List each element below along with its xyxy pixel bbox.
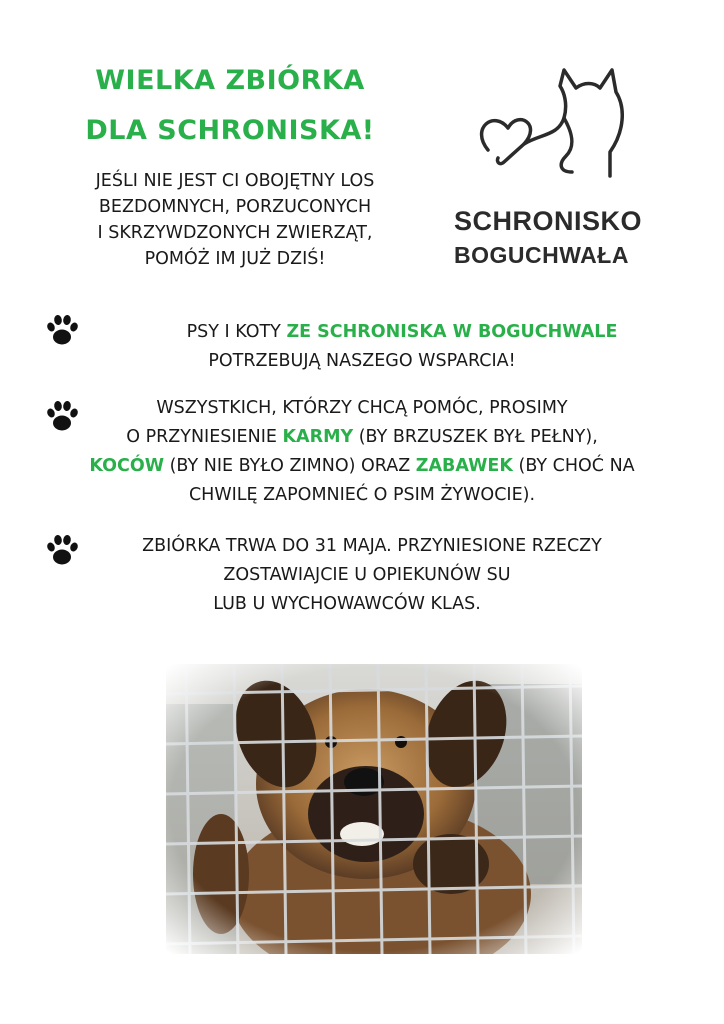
paragraph-collection-info bbox=[30, 532, 694, 619]
shelter-name-highlight: ZE SCHRONISKA W BOGUCHWALE bbox=[286, 322, 618, 342]
title-line-2: DLA SCHRONISKA! bbox=[85, 115, 375, 146]
dog-photo-illustration bbox=[166, 664, 582, 954]
paragraph-line: ZBIÓRKA TRWA DO 31 MAJA. PRZYNIESIONE RZECZY bbox=[142, 536, 602, 556]
heart-dog-outline-icon bbox=[460, 58, 640, 198]
toys-highlight: ZABAWEK bbox=[415, 456, 513, 476]
title-line-1: WIELKA ZBIÓRKA bbox=[95, 65, 365, 96]
logo-name-line-2: BOGUCHWAŁA bbox=[454, 242, 629, 268]
text-fragment: (BY NIE BYŁO ZIMNO) ORAZ bbox=[164, 456, 416, 476]
dog-behind-fence-photo bbox=[166, 664, 582, 954]
intro-line: I SKRZYWDZONYCH ZWIERZĄT, bbox=[97, 223, 373, 243]
intro-line: JEŚLI NIE JEST CI OBOJĘTNY LOS bbox=[95, 171, 375, 191]
text-fragment: O PRZYNIESIENIE bbox=[126, 427, 283, 447]
shelter-logo bbox=[440, 58, 680, 278]
paragraph-line bbox=[30, 452, 694, 481]
intro-line: POMÓŻ IM JUŻ DZIŚ! bbox=[144, 249, 326, 269]
text-fragment: (BY BRZUSZEK BYŁ PEŁNY), bbox=[353, 427, 598, 447]
paragraph-line: POTRZEBUJĄ NASZEGO WSPARCIA! bbox=[208, 351, 516, 371]
blankets-highlight: KOCÓW bbox=[89, 456, 165, 476]
intro-text bbox=[40, 168, 430, 272]
logo-name-line-1: SCHRONISKO bbox=[454, 206, 643, 236]
intro-line: BEZDOMNYCH, PORZUCONYCH bbox=[98, 197, 372, 217]
paragraph-shelter-needs bbox=[30, 318, 694, 376]
food-highlight: KARMY bbox=[282, 427, 354, 447]
text-fragment: PSY I KOTY bbox=[186, 322, 287, 342]
paragraph-line: CHWILĘ ZAPOMNIEĆ O PSIM ŻYWOCIE). bbox=[188, 485, 536, 505]
paragraph-line bbox=[30, 318, 694, 347]
paragraph-donation-request bbox=[30, 394, 694, 510]
paragraph-line bbox=[30, 423, 694, 452]
poster-title bbox=[60, 56, 400, 156]
paragraph-line: LUB U WYCHOWAWCÓW KLAS. bbox=[213, 594, 481, 614]
paragraph-line: WSZYSTKICH, KTÓRZY CHCĄ POMÓC, PROSIMY bbox=[156, 398, 568, 418]
text-fragment: (BY CHOĆ NA bbox=[512, 456, 635, 476]
paragraph-line: ZOSTAWIAJCIE U OPIEKUNÓW SU bbox=[223, 565, 511, 585]
